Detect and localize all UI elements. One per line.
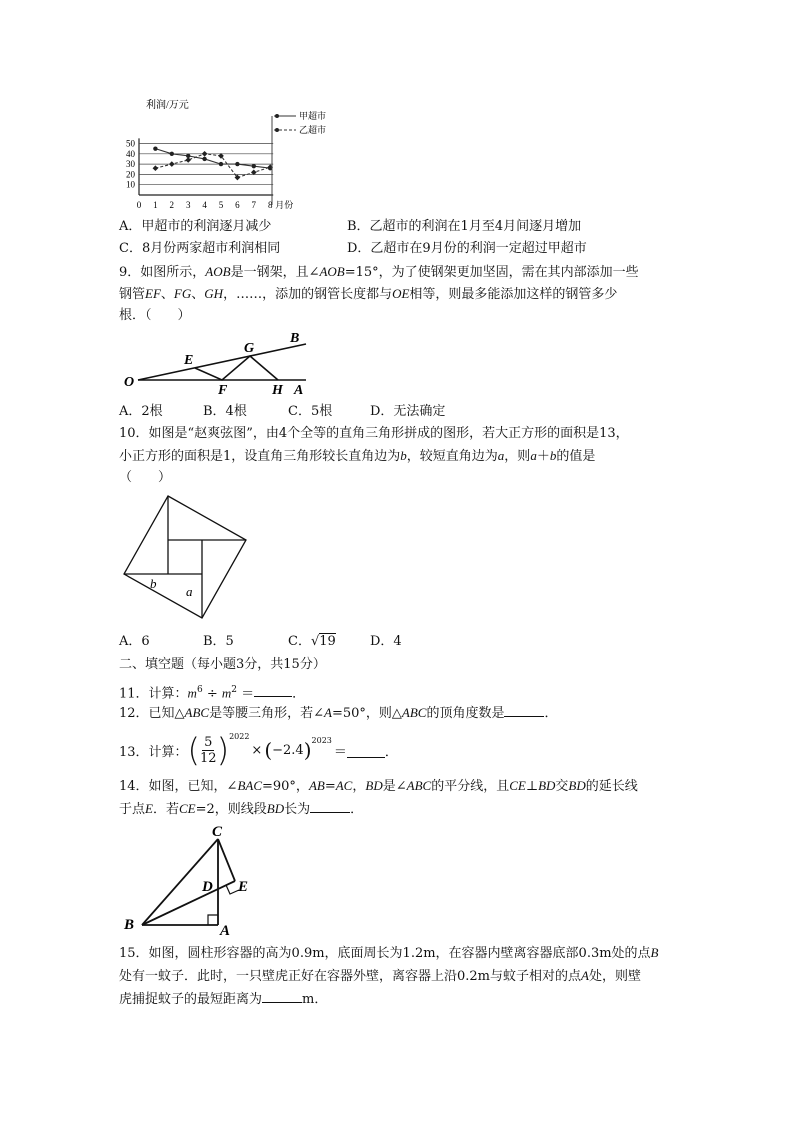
q8-option-c[interactable]: C．8月份两家超市利润相同 <box>119 241 281 256</box>
data-point <box>153 165 159 171</box>
q15-answer-blank[interactable] <box>262 988 302 1003</box>
series-line <box>155 149 270 169</box>
label-b: B <box>124 917 135 933</box>
x-tick-label: 0 <box>136 200 142 210</box>
q13-text: 13．计算： ( 5 12 ) 2022 × ( −2.4 ) 2023 ＝ ． <box>119 731 398 769</box>
label-c: C <box>212 824 223 840</box>
q14-text-line2: 于点E．若CE=2，则线段BD长为 ． <box>119 798 363 820</box>
q12-text: 12．已知△ABC是等腰三角形，若∠A=50°，则△ABC的顶角度数是 ． <box>119 702 558 724</box>
x-tick-label: 6 <box>235 200 240 210</box>
data-point <box>218 153 224 159</box>
q15-text-line2: 处有一蚊子．此时，一只壁虎正好在容器外壁，离容器上沿0.2m与蚊子相对的点A处，则壁 <box>119 968 641 984</box>
x-tick-label: 3 <box>185 200 191 210</box>
close-paren: ) <box>216 731 230 769</box>
y-tick-label: 50 <box>126 138 135 149</box>
legend-marker <box>275 114 279 118</box>
label-o: O <box>124 375 135 390</box>
q9-text-line1: 9．如图所示，AOB是一钢架，且∠AOB=15°，为了使钢架更加坚固，需在其内部添加一些 <box>119 264 639 280</box>
data-point <box>268 166 272 170</box>
label-e: E <box>184 353 194 368</box>
y-tick-label: 30 <box>126 159 135 170</box>
label-a: A <box>294 383 304 398</box>
q8-option-d[interactable]: D．乙超市在9月份的利润一定超过甲超市 <box>347 241 587 256</box>
x-axis-label: 月份 <box>275 200 294 210</box>
data-point <box>251 170 257 176</box>
label-f: F <box>218 383 228 398</box>
label-d: D <box>202 879 213 895</box>
data-point <box>186 154 190 158</box>
q12-answer-blank[interactable] <box>504 702 544 717</box>
q13-answer-blank[interactable] <box>347 743 385 758</box>
data-point <box>235 175 241 181</box>
chart-series <box>153 146 273 180</box>
x-tick-label: 5 <box>218 200 224 210</box>
y-tick-label: 20 <box>126 169 135 180</box>
q15-text-line3: 虎捕捉蚊子的最短距离为 m． <box>119 988 327 1010</box>
data-point <box>267 164 273 170</box>
q11-text: 11．计算：$m^6 \div m^2$ ＝ ． <box>119 680 305 704</box>
data-point <box>235 162 239 166</box>
section-2-heading: 二、填空题（每小题3分，共15分） <box>119 657 326 672</box>
label-a: A <box>220 923 231 939</box>
label-a-side: a <box>186 584 193 599</box>
x-tick-label: 4 <box>202 200 207 210</box>
series-line <box>155 154 270 178</box>
q10-option-a[interactable]: A．6 <box>119 634 150 649</box>
fraction-5-12: 5 12 <box>200 734 217 766</box>
x-tick-label: 1 <box>153 200 158 210</box>
q9-option-c[interactable]: C．5根 <box>288 404 333 419</box>
data-point <box>153 146 157 150</box>
label-h: H <box>272 383 283 398</box>
chart-axes <box>126 138 293 210</box>
q14-answer-blank[interactable] <box>310 798 350 813</box>
label-b: B <box>290 331 300 346</box>
y-tick-label: 40 <box>126 148 135 159</box>
label-b-side: b <box>150 576 157 591</box>
legend-label: 乙超市 <box>299 125 327 135</box>
data-point <box>202 151 208 157</box>
close-paren-2: ) <box>303 738 312 762</box>
q9-text-line3: 根．（ ） <box>119 308 191 323</box>
label-e: E <box>238 879 249 895</box>
x-tick-label: 2 <box>169 200 175 210</box>
data-point <box>252 164 256 168</box>
q9-option-d[interactable]: D．无法确定 <box>370 404 446 419</box>
q9-option-a[interactable]: A．2根 <box>119 404 163 419</box>
q11-answer-blank[interactable] <box>254 682 292 697</box>
data-point <box>202 157 206 161</box>
legend-label: 甲超市 <box>299 111 327 121</box>
triangle-bd-figure <box>120 822 270 937</box>
q9-option-b[interactable]: B．4根 <box>203 404 247 419</box>
q10-option-d[interactable]: D．4 <box>370 634 402 649</box>
q8-option-a[interactable]: A．甲超市的利润逐月减少 <box>119 219 272 234</box>
x-tick-label: 7 <box>251 200 257 210</box>
open-paren: ( <box>187 731 201 769</box>
data-point <box>185 157 191 163</box>
data-point <box>169 161 175 167</box>
x-tick-label: 8 <box>267 200 273 210</box>
legend-marker <box>275 128 279 132</box>
q10-text-line2: 小正方形的面积是1，设直角三角形较长直角边为b，较短直角边为a，则a＋b的值是 <box>119 448 596 464</box>
open-paren-2: ( <box>264 738 273 762</box>
q10-text-line1: 10．如图是“赵爽弦图”，由4个全等的直角三角形拼成的图形，若大正方形的面积是13， <box>119 426 629 441</box>
q8-option-b[interactable]: B．乙超市的利润在1月至4月间逐月增加 <box>347 219 582 234</box>
zhao-shuang-figure <box>120 494 260 624</box>
q15-text-line1: 15．如图，圆柱形容器的高为0.9m，底面周长为1.2m，在容器内壁离容器底部0.3m处的点B <box>119 945 659 961</box>
y-tick-label: 10 <box>126 179 135 190</box>
q9-text-line2: 钢管EF、FG、GH，……，添加的钢管长度都与OE相等，则最多能添加这样的钢管多少 <box>119 286 618 302</box>
chart-legend <box>272 110 326 205</box>
chart-ylabel: 利润/万元 <box>146 100 189 111</box>
data-point <box>219 162 223 166</box>
sqrt-symbol: √ <box>310 634 320 649</box>
label-g: G <box>244 341 255 356</box>
q14-text-line1: 14．如图，已知，∠BAC=90°，AB=AC，BD是∠ABC的平分线，且CE⊥BD交BD的延长线 <box>119 778 638 794</box>
q10-text-line3: （ ） <box>119 470 172 485</box>
data-point <box>170 152 174 156</box>
steel-frame-figure <box>118 328 318 398</box>
q10-option-b[interactable]: B．5 <box>203 634 234 649</box>
q10-option-c[interactable]: C．√19 <box>288 634 336 649</box>
